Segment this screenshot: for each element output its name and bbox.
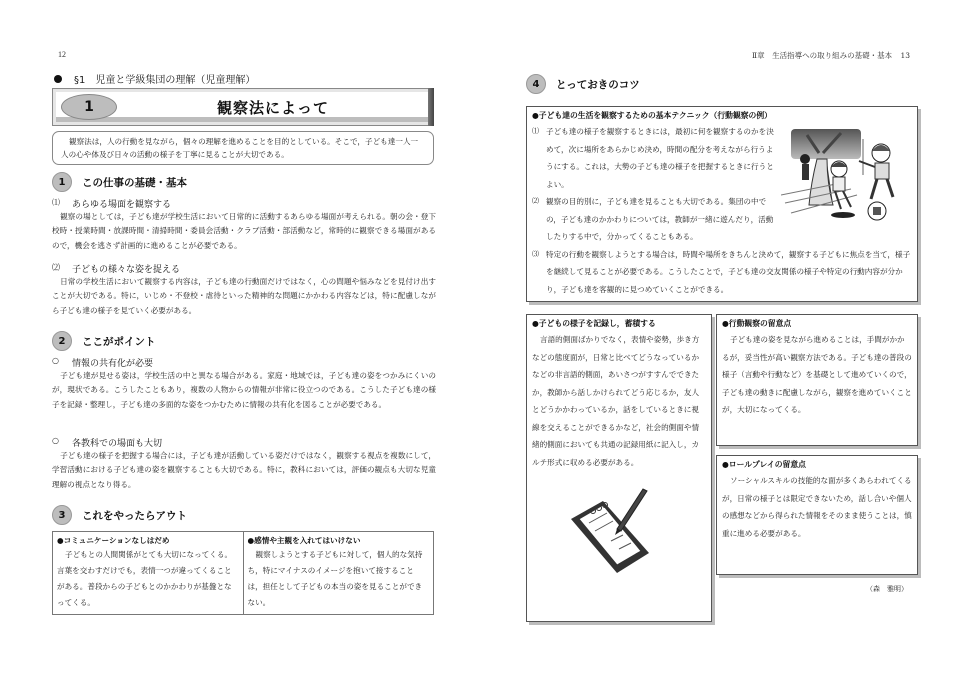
- box-heading: ●行動観察の留意点: [722, 319, 792, 328]
- subsection-text: 子ども達の様子を把握する場合には，子ども達が活動している姿だけではなく，観察する視点を複数にして，学習活動における子ども達の姿を観察することも大切である。特に，教科においては，評価の観点も大切な児童理解の視点となり得る。: [52, 451, 436, 489]
- technique-box: [526, 106, 918, 302]
- intro-box: [52, 131, 434, 165]
- section-2-heading: [52, 331, 156, 351]
- intro-text: 観察法は，人の行動を見ながら，個々の理解を進めることを目的としている。そこで，子ども達一人一人の心や体及び日々の活動の様子を丁寧に見ることが大切である。: [61, 137, 419, 159]
- page-title: 観察法によって: [216, 98, 329, 117]
- children-playing-illustration: [781, 123, 909, 227]
- subsection-text: 子ども達が見せる姿は，学校生活の中と異なる場合がある。家庭・地域では，子ども達の姿をつかみにくいのが，現状である。こうしたこともあり，複数の人物からの情報が非常に役立つのである。こうした子ども達の様子を記録・整理し，子ども達の多面的な姿をつかむために情報の共有化を図ることが必要である。: [52, 371, 436, 409]
- subsection-heading: ○ 各教科での場面も大切: [52, 436, 163, 449]
- list-item: ⑴ 子ども達の様子を観察するときには，最初に何を観察するのかを決めて，次に場所をあらかじめ決め，時間の配分を考えながら行うようにする。これは，大勢の子ども達の様子を把握するときに行うとよい。: [532, 127, 774, 189]
- list-item: ⑶ 特定の行動を観察しようとする場合は，時間や場所をきちんと決めて，観察する子どもに焦点を当て，様子を継続して見ることが必要である。こうしたことで，子ども達の交友関係の様子や特定の行動内容が分かり，子ども達を客観的に見つめていくことができる。: [532, 249, 911, 294]
- author-attribution: （森 雅明）: [866, 585, 908, 593]
- section-number-badge: 2: [52, 331, 72, 351]
- section-label: [54, 71, 255, 86]
- subsection-heading: ○ 情報の共有化が必要: [52, 356, 154, 369]
- table-cell: ●感情や主観を入れてはいけない 観察しようとする子どもに対して，個人的な気持ち，特にマイナスのイメージを抱いて接することは，担任として子どもの本当の姿を見ることができない。: [243, 532, 434, 614]
- box-heading: ●子ども達の生活を観察するための基本テクニック（行動観察の例）: [532, 111, 772, 120]
- banner-number: 1: [61, 94, 117, 120]
- dont-do-table: [52, 531, 434, 615]
- behavior-box: ●行動観察の留意点 子ども達の姿を見ながら進めることは，手間がかかるが，妥当性が高い観察方法である。子ども達の普段の様子（言動や行動など）を基礎として進めていくので，子ども達の動きに配慮しながら，観察を進めていくことが，大切になってくる。: [716, 314, 918, 446]
- subsection-heading: ⑵ 子どもの様々な姿を捉える: [52, 263, 181, 275]
- section-label-text: §1 児童と学級集団の理解（児童理解）: [74, 75, 256, 86]
- subsection-heading: ⑴ あらゆる場面を観察する: [52, 198, 172, 210]
- section-title: この仕事の基礎・基本: [82, 176, 187, 189]
- title-banner: [52, 88, 434, 126]
- right-page-number: 13: [900, 51, 911, 60]
- section-3-heading: [52, 505, 187, 525]
- section-title: ここがポイント: [82, 335, 156, 348]
- left-page-number: 12: [58, 50, 66, 59]
- running-head: Ⅱ章 生活指導への取り組みの基礎・基本 13: [752, 51, 911, 60]
- subsection-text: 観察の場としては，子ども達が学校生活において日常的に活動するあらゆる場面が考えられる。朝の会・登下校時・授業時間・放課時間・清掃時間・委員会活動・クラブ活動・部活動など，常時的に観察できる場面があるので，機会を逃さず計画的に進めることが必要である。: [52, 212, 436, 250]
- roleplay-box: ●ロールプレイの留意点 ソーシャルスキルの技能的な面が多くあらわれてくるが，日常の様子とは限定できないため，話し合いや個人の感想などから得られた情報をそのまま使うことは，慎重に進める必要がある。: [716, 455, 918, 575]
- subsection-text: 日常の学校生活において観察する内容は，子ども達の行動面だけではなく，心の問題や悩みなどを見付け出すことが大切である。特に，いじめ・不登校・虐待といった精神的な問題にかかわる内容などは，特に配慮しながら子ども達の様子を見ていく必要がある。: [52, 277, 436, 315]
- section-1-heading: [52, 172, 187, 192]
- box-heading: ●ロールプレイの留意点: [722, 460, 806, 469]
- section-title: これをやったらアウト: [82, 509, 187, 522]
- section-4-heading: [526, 74, 640, 94]
- clipboard-illustration: [567, 483, 657, 579]
- section-number-badge: 3: [52, 505, 72, 525]
- section-number-badge: 4: [526, 74, 546, 94]
- list-item: ⑵ 観察の目的別に，子ども達を見ることも大切である。集団の中での，子ども達のかかわりについては，教師が一緒に遊んだり，活動したりする中で，分かってくることもある。: [532, 197, 774, 241]
- record-box: ●子どもの様子を記録し，蓄積する 言語的側面ばかりでなく，表情や姿勢，歩き方などの態度面が，日常と比べてどうなっているかなどの非言語的側面，あいさつがすすんでできたか，教師から話しかけられてどう応じるか，友人とどうかかわっているか，話をしているときに視線を交えることができるかなど，社会的側面や情緒的側面においても共通の記録用紙に記入し，カルテ形式に収める必要がある。: [526, 314, 712, 622]
- table-cell: ●コミュニケーションなしはだめ 子どもとの人間関係がとても大切になってくる。言葉を交わすだけでも，表情一つが違ってくることがある。普段からの子どもとのかかわりが基盤となってくる。: [57, 536, 233, 607]
- bullet-icon: [54, 75, 62, 83]
- box-heading: ●子どもの様子を記録し，蓄積する: [532, 319, 656, 328]
- section-number-badge: 1: [52, 172, 72, 192]
- section-title: とっておきのコツ: [556, 78, 640, 91]
